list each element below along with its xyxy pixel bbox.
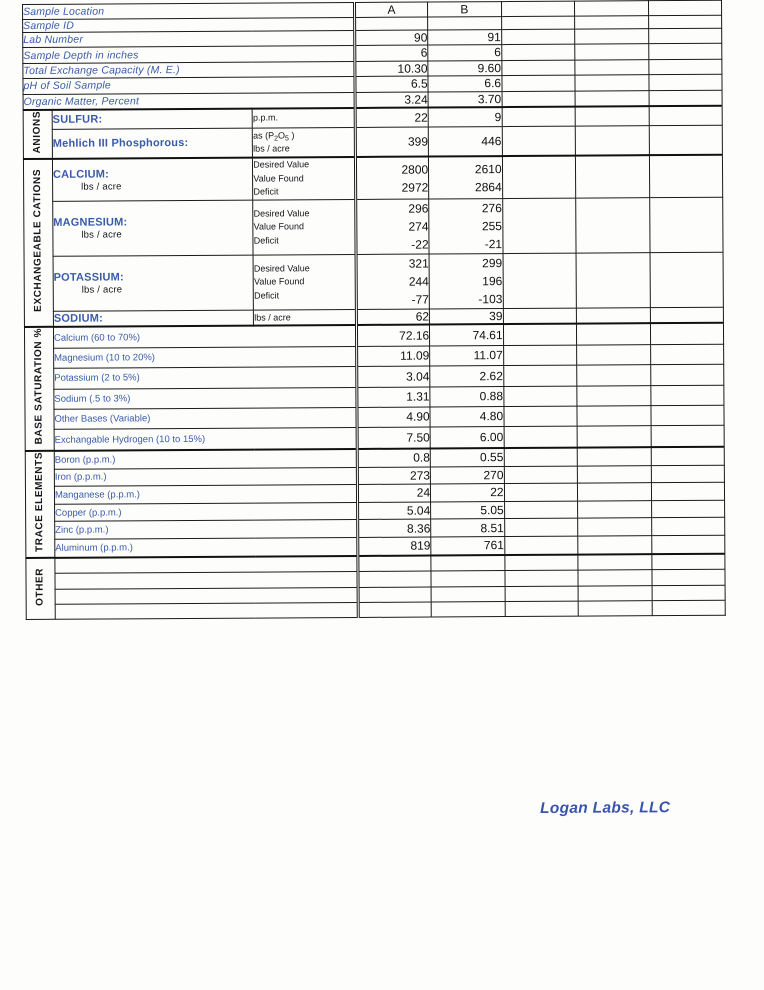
cell-manganese-b: 22: [431, 484, 505, 502]
cell-bs-hydrogen-a: 7.50: [357, 427, 431, 448]
row-label-sample-location: Sample Location: [23, 2, 355, 19]
cell-sample-id-a: [354, 17, 428, 30]
table-row-magnesium: [24, 197, 723, 256]
row-unit-mehlich-phosphorous: [253, 127, 356, 158]
cell-potassium-3: [503, 253, 577, 308]
cell-tec-4: [575, 59, 649, 75]
cell-boron-4: [577, 447, 651, 466]
cell-bs-potassium-a: 3.04: [356, 366, 430, 387]
cell-zinc-a: 8.36: [357, 519, 431, 537]
row-label-bs-hydrogen: Exchangable Hydrogen (10 to 15%): [54, 428, 357, 451]
cell-other-2-5: [651, 570, 725, 586]
table-row-potassium: [24, 252, 723, 311]
row-label-other-3: [55, 587, 358, 604]
cell-potassium-b: 299 196 -103: [429, 254, 503, 309]
cell-bs-sodium-3: [503, 386, 577, 407]
cell-calcium-4: [575, 156, 649, 198]
cell-potassium-a: 321 244 -77: [356, 254, 430, 309]
cell-bs-sodium-a: 1.31: [357, 387, 431, 408]
row-label-iron: Iron (p.p.m.): [54, 467, 357, 486]
cell-sodium-3: [503, 308, 577, 324]
cell-lab-number-a: 90: [354, 30, 428, 46]
cell-bs-potassium-4: [577, 365, 651, 386]
cell-sample-id-b: [428, 17, 502, 30]
row-label-bs-other-bases: Other Bases (Variable): [54, 407, 357, 429]
row-sublabels-magnesium: Desired Value Value Found Deficit: [253, 199, 356, 255]
cell-sodium-a: 62: [356, 309, 430, 325]
cell-sample-depth-a: 6: [354, 45, 428, 61]
cell-other-2-4: [578, 570, 652, 586]
cell-mehlich-5: [649, 125, 723, 156]
cell-calcium-3: [502, 156, 576, 198]
cell-copper-3: [504, 501, 578, 519]
cell-aluminum-a: 819: [357, 537, 431, 556]
lab-name-footer: Logan Labs, LLC: [540, 799, 671, 817]
phosphorous-formula: as ($P_2O_5$ ): [253, 130, 295, 143]
cell-ph-b: 6.6: [428, 76, 502, 92]
cell-potassium-5: [650, 252, 724, 307]
cell-sodium-4: [576, 308, 650, 324]
cell-other-3-b: [431, 586, 505, 602]
row-label-zinc: Zinc (p.p.m.): [55, 520, 358, 539]
column-header-b: B: [428, 2, 502, 17]
cell-bs-sodium-5: [650, 385, 724, 406]
cell-bs-other-4: [577, 406, 651, 427]
cell-magnesium-4: [576, 198, 650, 253]
cell-bs-magnesium-3: [503, 345, 577, 366]
cell-bs-magnesium-5: [650, 344, 724, 365]
row-label-copper: Copper (p.p.m.): [54, 502, 357, 521]
cell-bs-potassium-5: [650, 364, 724, 385]
row-unit-sulfur: p.p.m.: [252, 108, 355, 128]
cell-bs-other-3: [504, 406, 578, 427]
cell-iron-3: [504, 466, 578, 484]
cell-bs-calcium-4: [577, 324, 651, 345]
cell-tec-3: [501, 60, 575, 76]
cell-magnesium-a: 296 274 -22: [355, 199, 429, 254]
cell-zinc-3: [504, 519, 578, 537]
row-sublabels-calcium: Desired Value Value Found Deficit: [253, 157, 356, 200]
cell-sulfur-b: 9: [428, 107, 502, 127]
phosphorous-unit2: lbs / acre: [253, 143, 290, 154]
cell-lab-number-5: [648, 28, 722, 44]
row-sublabels-potassium: Desired Value Value Found Deficit: [253, 254, 356, 310]
row-label-ph: pH of Soil Sample: [23, 77, 355, 94]
row-label-boron: Boron (p.p.m.): [54, 449, 357, 469]
cell-sample-depth-3: [501, 45, 575, 61]
cell-zinc-b: 8.51: [431, 519, 505, 537]
section-label-base-saturation: BASE SATURATION %: [24, 327, 54, 451]
row-sublabel-potassium: lbs / acre: [81, 284, 123, 296]
cell-bs-hydrogen-5: [651, 426, 725, 447]
cell-zinc-4: [578, 518, 652, 536]
cell-other-1-b: [431, 555, 505, 571]
cell-other-3-3: [505, 586, 579, 602]
cell-boron-a: 0.8: [357, 448, 431, 467]
cell-boron-5: [651, 447, 725, 466]
cell-other-1-3: [504, 555, 578, 571]
cell-other-4-4: [578, 601, 652, 617]
cell-calcium-b: 2610 2864: [429, 157, 503, 199]
cell-other-1-4: [578, 554, 652, 570]
cell-tec-b: 9.60: [428, 60, 502, 76]
column-header-4: [575, 1, 649, 16]
section-label-anions: ANIONS: [23, 110, 52, 160]
cell-bs-magnesium-a: 11.09: [356, 346, 430, 367]
cell-bs-hydrogen-4: [577, 426, 651, 447]
cell-sulfur-3: [502, 107, 576, 127]
row-label-bs-calcium: Calcium (60 to 70%): [53, 325, 356, 348]
row-label-magnesium: MAGNESIUM: lbs / acre: [53, 200, 254, 256]
row-label-bs-magnesium: Magnesium (10 to 20%): [54, 346, 357, 368]
cell-sample-id-5: [648, 15, 722, 28]
cell-ph-3: [502, 75, 576, 91]
cell-manganese-5: [651, 482, 725, 500]
cell-sulfur-4: [575, 106, 649, 126]
cell-bs-calcium-3: [503, 324, 577, 345]
cell-other-1-5: [651, 554, 725, 570]
cell-bs-potassium-3: [503, 365, 577, 386]
cell-lab-number-3: [501, 29, 575, 45]
cell-calcium-a: 2800 2972: [355, 157, 429, 199]
cell-bs-other-b: 4.80: [430, 407, 504, 428]
cell-lab-number-b: 91: [428, 30, 502, 46]
cell-other-2-a: [358, 571, 432, 587]
cell-other-4-b: [431, 602, 505, 618]
row-label-calcium: CALCIUM: lbs / acre: [52, 158, 253, 201]
cell-sample-id-4: [575, 16, 649, 29]
table-row-calcium: [23, 155, 722, 201]
cell-ph-4: [575, 75, 649, 91]
cell-manganese-4: [577, 483, 651, 501]
cell-copper-b: 5.05: [431, 501, 505, 519]
row-label-sample-id: Sample ID: [23, 17, 355, 32]
cell-ph-a: 6.5: [355, 76, 429, 92]
row-sublabel-magnesium: lbs / acre: [81, 229, 122, 241]
row-label-mehlich-phosphorous: Mehlich III Phosphorous:: [52, 128, 253, 160]
cell-sulfur-a: 22: [355, 107, 429, 127]
cell-boron-b: 0.55: [430, 448, 504, 467]
cell-om-a: 3.24: [355, 92, 429, 108]
soil-test-report: [22, 0, 726, 620]
cell-bs-hydrogen-3: [504, 426, 578, 447]
row-label-total-exchange-capacity: Total Exchange Capacity (M. E.): [23, 61, 355, 78]
table-row-mehlich-phosphorous: [23, 125, 722, 160]
cell-ph-5: [648, 74, 722, 90]
cell-mehlich-a: 399: [355, 127, 429, 158]
column-header-a: A: [354, 2, 428, 17]
cell-sulfur-5: [649, 106, 723, 126]
row-label-other-2: [55, 572, 358, 589]
cell-boron-3: [504, 447, 578, 466]
cell-zinc-5: [651, 518, 725, 536]
row-label-manganese: Manganese (p.p.m.): [54, 485, 357, 504]
cell-aluminum-4: [578, 536, 652, 555]
cell-bs-sodium-b: 0.88: [430, 386, 504, 407]
cell-potassium-4: [576, 253, 650, 308]
cell-bs-calcium-5: [650, 323, 724, 344]
cell-om-3: [502, 91, 576, 107]
cell-other-3-a: [358, 587, 432, 603]
row-label-bs-sodium: Sodium (.5 to 3%): [54, 387, 357, 409]
row-label-potassium: POTASSIUM: lbs / acre: [53, 255, 254, 311]
cell-manganese-3: [504, 483, 578, 501]
row-label-bs-potassium: Potassium (2 to 5%): [54, 367, 357, 389]
soil-test-table: [22, 0, 726, 620]
row-label-sodium: SODIUM:: [53, 310, 253, 327]
section-label-trace-elements: TRACE ELEMENTS: [25, 451, 55, 558]
cell-sample-depth-4: [575, 44, 649, 60]
cell-other-2-b: [431, 571, 505, 587]
cell-other-4-a: [358, 602, 432, 618]
row-label-sample-depth: Sample Depth in inches: [23, 46, 355, 63]
cell-iron-b: 270: [430, 466, 504, 484]
cell-copper-5: [651, 500, 725, 518]
row-label-other-4: [55, 603, 358, 620]
cell-other-2-3: [505, 570, 579, 586]
table-body: [23, 0, 726, 620]
cell-other-4-5: [652, 600, 726, 616]
section-label-exchangeable-cations: EXCHANGEABLE CATIONS: [23, 159, 53, 327]
cell-copper-a: 5.04: [357, 502, 431, 520]
cell-tec-a: 10.30: [355, 61, 429, 77]
cell-bs-magnesium-4: [577, 345, 651, 366]
row-label-sulfur: SULFUR:: [52, 109, 252, 129]
cell-aluminum-3: [504, 536, 578, 555]
column-header-3: [501, 1, 575, 16]
cell-om-b: 3.70: [428, 91, 502, 107]
cell-other-3-5: [652, 585, 726, 601]
cell-bs-other-5: [650, 405, 724, 426]
cell-iron-4: [577, 465, 651, 483]
cell-aluminum-b: 761: [431, 537, 505, 556]
cell-other-3-4: [578, 585, 652, 601]
cell-om-4: [575, 90, 649, 106]
cell-manganese-a: 24: [357, 484, 431, 502]
section-label-other: OTHER: [26, 558, 55, 620]
cell-iron-5: [651, 465, 725, 483]
cell-other-4-3: [505, 601, 579, 617]
cell-lab-number-4: [575, 29, 649, 45]
row-unit-sodium: lbs / acre: [254, 309, 357, 326]
cell-copper-4: [578, 501, 652, 519]
cell-tec-5: [648, 59, 722, 75]
row-label-organic-matter: Organic Matter, Percent: [23, 92, 355, 110]
cell-other-1-a: [358, 555, 432, 571]
cell-bs-calcium-b: 74.61: [430, 324, 504, 345]
cell-bs-magnesium-b: 11.07: [430, 345, 504, 366]
cell-bs-other-a: 4.90: [357, 407, 431, 428]
cell-bs-hydrogen-b: 6.00: [430, 427, 504, 448]
row-label-aluminum: Aluminum (p.p.m.): [55, 538, 358, 558]
cell-sodium-5: [650, 307, 724, 323]
column-header-5: [648, 0, 722, 15]
cell-mehlich-3: [502, 126, 576, 157]
cell-bs-calcium-a: 72.16: [356, 325, 430, 346]
cell-aluminum-5: [651, 535, 725, 554]
cell-iron-a: 273: [357, 467, 431, 485]
cell-magnesium-5: [649, 197, 723, 252]
cell-sample-id-3: [501, 16, 575, 29]
row-label-other-1: [55, 556, 358, 574]
cell-mehlich-b: 446: [428, 126, 502, 157]
cell-magnesium-3: [502, 198, 576, 253]
row-sublabel-calcium: lbs / acre: [81, 181, 122, 193]
cell-sodium-b: 39: [430, 309, 504, 325]
row-label-lab-number: Lab Number: [23, 30, 355, 47]
cell-magnesium-b: 276 255 -21: [429, 199, 503, 254]
cell-bs-sodium-4: [577, 385, 651, 406]
cell-mehlich-4: [575, 125, 649, 156]
cell-om-5: [649, 90, 723, 106]
cell-sample-depth-b: 6: [428, 45, 502, 61]
cell-bs-potassium-b: 2.62: [430, 366, 504, 387]
cell-sample-depth-5: [648, 44, 722, 60]
cell-calcium-5: [649, 155, 723, 197]
